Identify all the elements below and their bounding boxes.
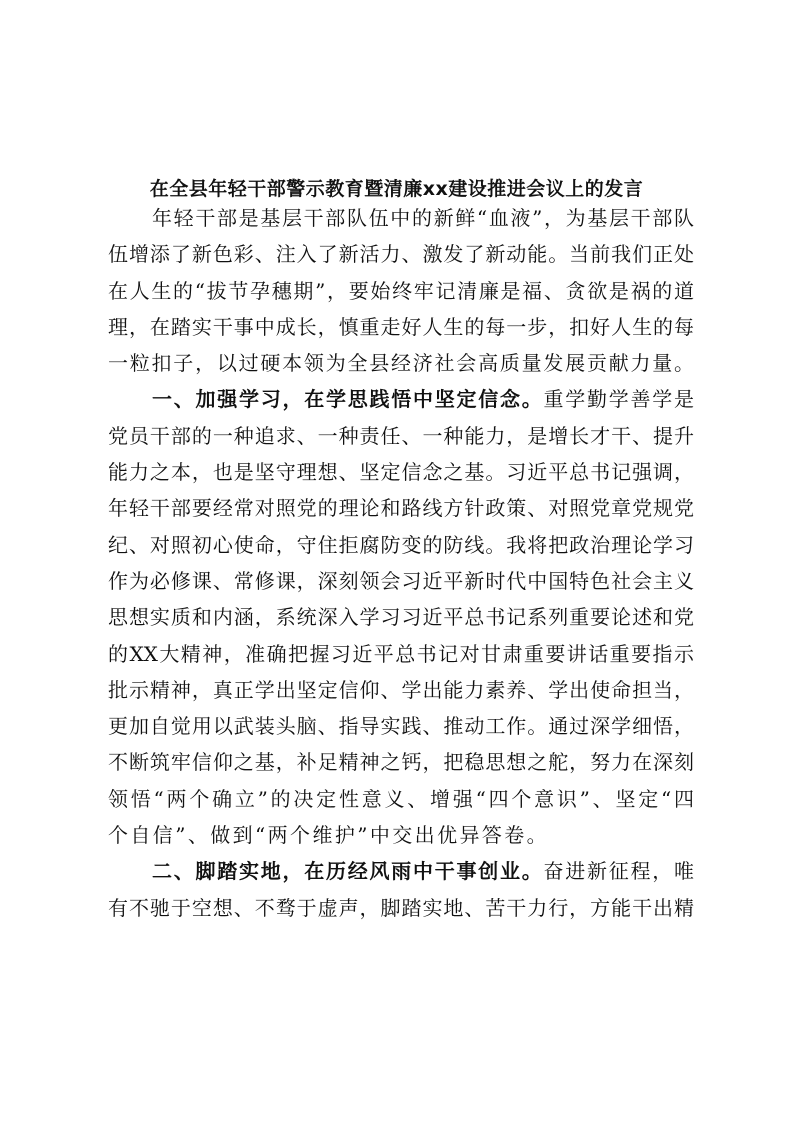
section-heading: 二、脚踏实地，在历经风雨中干事创业。 bbox=[152, 859, 544, 884]
section-heading: 一、加强学习，在学思践悟中坚定信念。 bbox=[152, 387, 544, 412]
text-line: 在人生的“拔节孕穗期”，要始终牢记清廉是福、贪欲是祸的道 bbox=[108, 278, 694, 303]
text-line: 年轻干部要经常对照党的理论和路线方针政策、对照党章党规党 bbox=[108, 496, 694, 521]
intro-paragraph bbox=[108, 200, 694, 381]
text-line bbox=[108, 853, 694, 889]
text-line: 作为必修课、常修课，深刻领会习近平新时代中国特色社会主义 bbox=[108, 568, 694, 593]
text-line: 有不驰于空想、不骛于虚声，脚踏实地、苦干力行，方能干出精 bbox=[108, 895, 694, 920]
text-line: 理，在踏实干事中成长，慎重走好人生的每一步，扣好人生的每 bbox=[108, 314, 694, 339]
text-line: 的XX大精神，准确把握习近平总书记对甘肃重要讲话重要指示 bbox=[108, 641, 694, 666]
text-line: 领悟“两个确立”的决定性意义、增强“四个意识”、坚定“四 bbox=[108, 786, 694, 811]
section-two-paragraph bbox=[108, 853, 694, 926]
text-line: 一粒扣子，以过硬本领为全县经济社会高质量发展贡献力量。 bbox=[108, 351, 694, 376]
text-line: 更加自觉用以武装头脑、指导实践、推动工作。通过深学细悟， bbox=[108, 714, 694, 739]
text-line: 能力之本，也是坚守理想、坚定信念之基。习近平总书记强调， bbox=[108, 460, 694, 485]
text-line: 纪、对照初心使命，守住拒腐防变的防线。我将把政治理论学习 bbox=[108, 532, 694, 557]
text-line: 年轻干部是基层干部队伍中的新鲜“血液”，为基层干部队 bbox=[152, 206, 694, 230]
text-line bbox=[108, 381, 694, 417]
text-span: 重学勤学善学是 bbox=[543, 387, 694, 412]
text-span: 奋进新征程，唯 bbox=[543, 859, 694, 884]
document-body bbox=[108, 200, 694, 926]
text-line: 伍增添了新色彩、注入了新活力、激发了新动能。当前我们正处 bbox=[108, 242, 694, 267]
text-line: 不断筑牢信仰之基，补足精神之钙，把稳思想之舵，努力在深刻 bbox=[108, 750, 694, 775]
text-line: 党员干部的一种追求、一种责任、一种能力，是增长才干、提升 bbox=[108, 423, 694, 448]
section-one-paragraph bbox=[108, 381, 694, 853]
text-line: 思想实质和内涵，系统深入学习习近平总书记系列重要论述和党 bbox=[108, 605, 694, 630]
document-title: 在全县年轻干部警示教育暨清廉xx建设推进会议上的发言 bbox=[149, 178, 644, 200]
text-line: 批示精神，真正学出坚定信仰、学出能力素养、学出使命担当， bbox=[108, 677, 694, 702]
text-line: 个自信”、做到“两个维护”中交出优异答卷。 bbox=[108, 823, 550, 848]
